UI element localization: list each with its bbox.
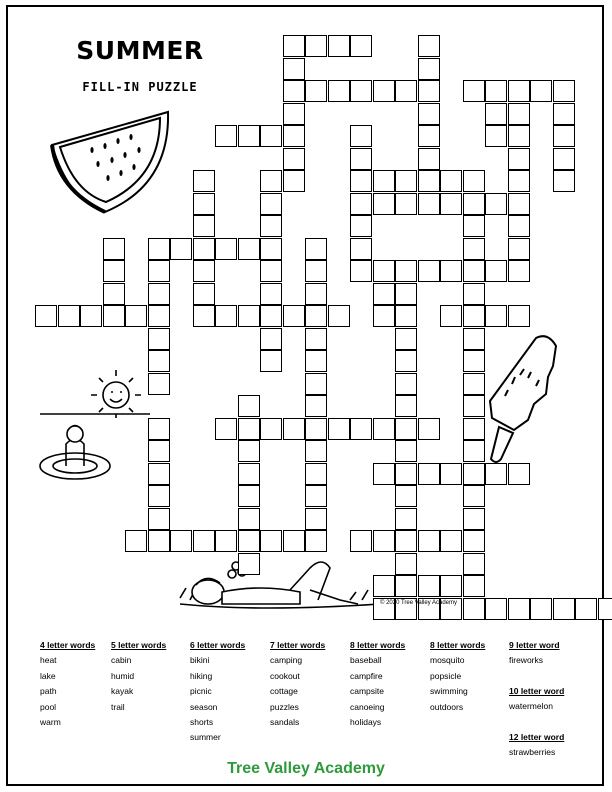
crossword-cell[interactable] (418, 35, 440, 57)
crossword-cell[interactable] (328, 80, 350, 102)
word-item: season (190, 701, 218, 712)
word-item: outdoors (430, 701, 464, 712)
crossword-cell[interactable] (328, 35, 350, 57)
word-item: pool (40, 701, 57, 712)
crossword-cell[interactable] (328, 305, 350, 327)
crossword-cell[interactable] (418, 103, 440, 125)
crossword-cell[interactable] (148, 260, 170, 282)
crossword-cell[interactable] (418, 58, 440, 80)
crossword-cell[interactable] (148, 283, 170, 305)
crossword-cell[interactable] (305, 463, 327, 485)
word-item: summer (190, 732, 221, 743)
crossword-cell[interactable] (305, 440, 327, 462)
crossword-cell[interactable] (305, 283, 327, 305)
crossword-cell[interactable] (80, 305, 102, 327)
word-list-6-letter (190, 638, 245, 746)
crossword-cell[interactable] (193, 215, 215, 237)
crossword-cell[interactable] (508, 305, 530, 327)
crossword-cell[interactable] (350, 35, 372, 57)
crossword-cell[interactable] (508, 260, 530, 282)
word-item: cookout (270, 670, 300, 681)
crossword-cell[interactable] (305, 80, 327, 102)
crossword-cell[interactable] (508, 125, 530, 147)
crossword-cell[interactable] (148, 485, 170, 507)
crossword-cell[interactable] (463, 328, 485, 350)
crossword-cell[interactable] (305, 418, 327, 440)
crossword-cell[interactable] (508, 80, 530, 102)
crossword-cell[interactable] (508, 193, 530, 215)
crossword-cell[interactable] (125, 305, 147, 327)
crossword-cell[interactable] (508, 238, 530, 260)
crossword-cell[interactable] (193, 193, 215, 215)
crossword-cell[interactable] (193, 260, 215, 282)
crossword-cell[interactable] (103, 260, 125, 282)
crossword-cell[interactable] (598, 598, 612, 620)
crossword-cell[interactable] (530, 80, 552, 102)
crossword-cell[interactable] (148, 508, 170, 530)
crossword-cell[interactable] (395, 553, 417, 575)
word-list-heading: 12 letter word (509, 731, 565, 742)
crossword-cell[interactable] (350, 148, 372, 170)
crossword-cell[interactable] (350, 418, 372, 440)
crossword-cell[interactable] (575, 598, 597, 620)
crossword-cell[interactable] (305, 35, 327, 57)
crossword-cell[interactable] (373, 463, 395, 485)
word-list-heading: 5 letter words (111, 640, 167, 650)
crossword-cell[interactable] (485, 193, 507, 215)
crossword-cell[interactable] (418, 575, 440, 597)
crossword-cell[interactable] (395, 463, 417, 485)
crossword-cell[interactable] (260, 215, 282, 237)
crossword-cell[interactable] (508, 598, 530, 620)
word-item: shorts (190, 717, 214, 728)
crossword-cell[interactable] (373, 193, 395, 215)
crossword-cell[interactable] (305, 328, 327, 350)
crossword-cell[interactable] (373, 305, 395, 327)
crossword-cell[interactable] (440, 305, 462, 327)
crossword-cell[interactable] (440, 530, 462, 552)
word-list-8-letter-a (350, 638, 405, 730)
crossword-cell[interactable] (350, 193, 372, 215)
crossword-cell[interactable] (508, 215, 530, 237)
word-item: warm (40, 717, 61, 728)
crossword-cell[interactable] (350, 215, 372, 237)
crossword-cell[interactable] (418, 260, 440, 282)
word-list-7-letter (270, 638, 325, 730)
crossword-cell[interactable] (485, 80, 507, 102)
crossword-cell[interactable] (485, 125, 507, 147)
word-item: kayak (111, 686, 134, 697)
crossword-cell[interactable] (485, 103, 507, 125)
crossword-cell[interactable] (35, 305, 57, 327)
crossword-cell[interactable] (395, 440, 417, 462)
crossword-cell[interactable] (283, 58, 305, 80)
crossword-cell[interactable] (373, 260, 395, 282)
crossword-cell[interactable] (148, 305, 170, 327)
crossword-cell[interactable] (350, 260, 372, 282)
crossword-cell[interactable] (463, 418, 485, 440)
spacer (509, 715, 564, 730)
crossword-cell[interactable] (485, 463, 507, 485)
crossword-cell[interactable] (373, 283, 395, 305)
crossword-cell[interactable] (125, 530, 147, 552)
word-item: cabin (111, 655, 132, 666)
crossword-cell[interactable] (238, 508, 260, 530)
crossword-cell[interactable] (463, 553, 485, 575)
crossword-cell[interactable] (463, 170, 485, 192)
crossword-cell[interactable] (260, 193, 282, 215)
crossword-cell[interactable] (148, 350, 170, 372)
crossword-cell[interactable] (485, 260, 507, 282)
puzzle-subtitle: FILL-IN PUZZLE (82, 80, 198, 94)
word-list-8-letter-b (430, 638, 485, 715)
word-item: bikini (190, 655, 210, 666)
crossword-cell[interactable] (463, 283, 485, 305)
crossword-cell[interactable] (260, 125, 282, 147)
crossword-cell[interactable] (283, 35, 305, 57)
footer-brand: Tree Valley Academy (227, 760, 385, 777)
crossword-cell[interactable] (260, 170, 282, 192)
crossword-cell[interactable] (395, 530, 417, 552)
crossword-cell[interactable] (305, 373, 327, 395)
word-list-heading: 8 letter words (350, 640, 406, 650)
word-item: camping (270, 655, 303, 666)
crossword-cell[interactable] (553, 148, 575, 170)
crossword-cell[interactable] (485, 305, 507, 327)
crossword-cell[interactable] (418, 80, 440, 102)
crossword-cell[interactable] (553, 80, 575, 102)
crossword-cell[interactable] (215, 305, 237, 327)
word-list-heading: 8 letter words (430, 640, 486, 650)
crossword-cell[interactable] (463, 463, 485, 485)
crossword-cell[interactable] (485, 598, 507, 620)
crossword-cell[interactable] (350, 170, 372, 192)
crossword-cell[interactable] (328, 418, 350, 440)
crossword-cell[interactable] (395, 193, 417, 215)
crossword-cell[interactable] (418, 418, 440, 440)
crossword-cell[interactable] (395, 283, 417, 305)
spacer (509, 669, 564, 684)
word-item: swimming (430, 686, 468, 697)
crossword-cell[interactable] (193, 238, 215, 260)
crossword-cell[interactable] (395, 485, 417, 507)
crossword-cell[interactable] (395, 373, 417, 395)
word-list-heading: 4 letter words (40, 640, 96, 650)
crossword-cell[interactable] (148, 328, 170, 350)
crossword-cell[interactable] (238, 305, 260, 327)
crossword-cell[interactable] (440, 193, 462, 215)
crossword-cell[interactable] (260, 530, 282, 552)
crossword-cell[interactable] (395, 418, 417, 440)
crossword-cell[interactable] (305, 530, 327, 552)
crossword-cell[interactable] (238, 238, 260, 260)
crossword-cell[interactable] (193, 283, 215, 305)
crossword-cell[interactable] (103, 283, 125, 305)
crossword-cell[interactable] (463, 305, 485, 327)
word-list-5-letter (111, 638, 166, 715)
crossword-cell[interactable] (463, 598, 485, 620)
crossword-cell[interactable] (508, 170, 530, 192)
crossword-cell[interactable] (418, 530, 440, 552)
crossword-cell[interactable] (260, 328, 282, 350)
word-list-heading: 9 letter word (509, 640, 560, 650)
crossword-cell[interactable] (238, 418, 260, 440)
crossword-cell[interactable] (418, 125, 440, 147)
crossword-cell[interactable] (215, 418, 237, 440)
crossword-cell[interactable] (440, 170, 462, 192)
word-item: picnic (190, 686, 212, 697)
crossword-cell[interactable] (530, 598, 552, 620)
crossword-cell[interactable] (553, 170, 575, 192)
crossword-cell[interactable] (395, 80, 417, 102)
crossword-cell[interactable] (553, 598, 575, 620)
word-list-heading: 10 letter word (509, 685, 565, 696)
crossword-cell[interactable] (260, 350, 282, 372)
crossword-cell[interactable] (395, 350, 417, 372)
crossword-cell[interactable] (395, 395, 417, 417)
crossword-cell[interactable] (103, 305, 125, 327)
word-item: hiking (190, 670, 213, 681)
crossword-cell[interactable] (260, 260, 282, 282)
crossword-cell[interactable] (193, 530, 215, 552)
crossword-cell[interactable] (260, 418, 282, 440)
crossword-cell[interactable] (148, 530, 170, 552)
crossword-cell[interactable] (148, 418, 170, 440)
crossword-cell[interactable] (373, 170, 395, 192)
crossword-cell[interactable] (238, 485, 260, 507)
crossword-cell[interactable] (395, 328, 417, 350)
crossword-cell[interactable] (463, 530, 485, 552)
crossword-cell[interactable] (463, 193, 485, 215)
crossword-cell[interactable] (463, 80, 485, 102)
crossword-cell[interactable] (373, 80, 395, 102)
word-item: holidays (350, 717, 382, 728)
crossword-cell[interactable] (260, 283, 282, 305)
crossword-cell[interactable] (553, 125, 575, 147)
crossword-cell[interactable] (463, 373, 485, 395)
word-list-4-letter (40, 638, 95, 730)
word-item: watermelon (509, 701, 553, 712)
crossword-cell[interactable] (305, 485, 327, 507)
crossword-cell[interactable] (350, 125, 372, 147)
crossword-cell[interactable] (553, 103, 575, 125)
crossword-cell[interactable] (283, 530, 305, 552)
crossword-cell[interactable] (463, 508, 485, 530)
crossword-cell[interactable] (305, 238, 327, 260)
crossword-cell[interactable] (238, 395, 260, 417)
crossword-cell[interactable] (395, 260, 417, 282)
word-item: mosquito (430, 655, 465, 666)
crossword-cell[interactable] (418, 170, 440, 192)
word-item: trail (111, 701, 125, 712)
crossword-cell[interactable] (260, 305, 282, 327)
word-item: path (40, 686, 57, 697)
crossword-cell[interactable] (463, 485, 485, 507)
crossword-cell[interactable] (283, 170, 305, 192)
crossword-cell[interactable] (283, 125, 305, 147)
crossword-cell[interactable] (373, 575, 395, 597)
crossword-cell[interactable] (395, 170, 417, 192)
crossword-cell[interactable] (395, 305, 417, 327)
crossword-cell[interactable] (305, 260, 327, 282)
crossword-cell[interactable] (193, 305, 215, 327)
crossword-cell[interactable] (148, 440, 170, 462)
crossword-cell[interactable] (418, 148, 440, 170)
word-item: baseball (350, 655, 382, 666)
crossword-cell[interactable] (58, 305, 80, 327)
crossword-cell[interactable] (463, 575, 485, 597)
crossword-cell[interactable] (508, 463, 530, 485)
crossword-cell[interactable] (238, 463, 260, 485)
word-item: campsite (350, 686, 385, 697)
crossword-cell[interactable] (283, 418, 305, 440)
crossword-cell[interactable] (260, 238, 282, 260)
crossword-cell[interactable] (463, 260, 485, 282)
crossword-cell[interactable] (148, 463, 170, 485)
word-item: cottage (270, 686, 298, 697)
crossword-cell[interactable] (305, 350, 327, 372)
crossword-cell[interactable] (215, 238, 237, 260)
crossword-cell[interactable] (148, 373, 170, 395)
crossword-cell[interactable] (440, 260, 462, 282)
crossword-cell[interactable] (418, 463, 440, 485)
crossword-cell[interactable] (463, 350, 485, 372)
word-item: heat (40, 655, 57, 666)
crossword-cell[interactable] (238, 530, 260, 552)
crossword-cell[interactable] (238, 125, 260, 147)
word-item: strawberries (509, 747, 556, 758)
crossword-cell[interactable] (170, 530, 192, 552)
crossword-cell[interactable] (463, 238, 485, 260)
crossword-cell[interactable] (305, 395, 327, 417)
crossword-cell[interactable] (440, 463, 462, 485)
crossword-cell[interactable] (238, 440, 260, 462)
crossword-cell[interactable] (305, 305, 327, 327)
word-item: puzzles (270, 701, 299, 712)
word-list-heading: 6 letter words (190, 640, 246, 650)
crossword-cell[interactable] (440, 575, 462, 597)
crossword-cell[interactable] (350, 80, 372, 102)
crossword-cell[interactable] (463, 395, 485, 417)
crossword-cell[interactable] (373, 418, 395, 440)
puzzle-title: SUMMER (76, 36, 204, 65)
crossword-cell[interactable] (395, 508, 417, 530)
crossword-cell[interactable] (463, 215, 485, 237)
crossword-cell[interactable] (215, 530, 237, 552)
crossword-cell[interactable] (305, 508, 327, 530)
crossword-cell[interactable] (373, 530, 395, 552)
crossword-cell[interactable] (350, 530, 372, 552)
crossword-cell[interactable] (283, 80, 305, 102)
crossword-cell[interactable] (148, 238, 170, 260)
crossword-cell[interactable] (215, 125, 237, 147)
word-item: fireworks (509, 655, 544, 666)
crossword-cell[interactable] (238, 553, 260, 575)
crossword-cell[interactable] (283, 305, 305, 327)
crossword-cell[interactable] (283, 148, 305, 170)
crossword-cell[interactable] (395, 575, 417, 597)
crossword-cell[interactable] (463, 440, 485, 462)
word-item: lake (40, 670, 56, 681)
copyright-text: © 2020 Tree Valley Academy (380, 600, 458, 606)
word-item: humid (111, 670, 135, 681)
crossword-cell[interactable] (103, 238, 125, 260)
word-list-heading: 7 letter words (270, 640, 326, 650)
crossword-cell[interactable] (283, 103, 305, 125)
word-item: popsicle (430, 670, 462, 681)
crossword-cell[interactable] (193, 170, 215, 192)
crossword-cell[interactable] (508, 103, 530, 125)
crossword-cell[interactable] (508, 148, 530, 170)
crossword-cell[interactable] (170, 238, 192, 260)
crossword-cell[interactable] (418, 193, 440, 215)
crossword-cell[interactable] (350, 238, 372, 260)
word-item: sandals (270, 717, 300, 728)
word-item: campfire (350, 670, 383, 681)
word-list-long (509, 638, 564, 760)
word-item: canoeing (350, 701, 385, 712)
